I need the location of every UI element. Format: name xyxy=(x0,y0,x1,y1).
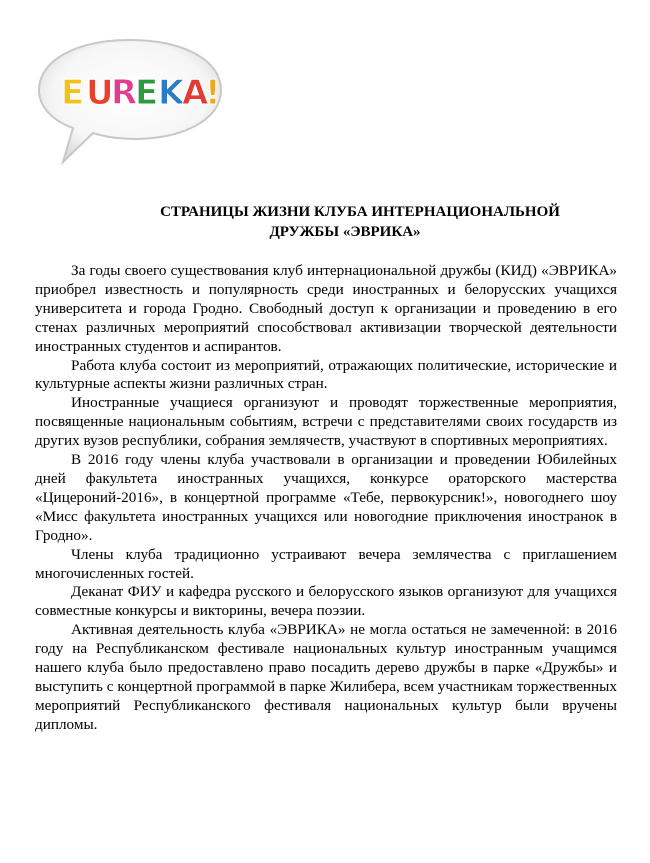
document-title xyxy=(40,202,620,242)
paragraph: Работа клуба состоит из мероприятий, отражающих политические, исторические и культурные аспекты жизни различных стран. xyxy=(35,356,617,393)
paragraph: В 2016 году члены клуба участвовали в организации и проведении Юбилейных дней факультета иностранных учащихся, конкурсе ораторского мастерства «Цицероний-2016», в концертной программе «Тебе, первокурсник!», новогоднего шоу «Мисс факультета иностранных учащихся или новогодние приключения иностранок в Гродно». xyxy=(35,451,617,544)
logo-letter-k: K xyxy=(158,73,185,113)
title-line-2: ДРУЖБЫ «ЭВРИКА» xyxy=(269,224,421,240)
speech-bubble-logo-graphic xyxy=(33,34,227,168)
title-line-1: СТРАНИЦЫ ЖИЗНИ КЛУБА ИНТЕРНАЦИОНАЛЬНОЙ xyxy=(160,204,560,220)
logo-letter-a: A xyxy=(182,73,209,113)
paragraph: Иностранные учащиеся организуют и проводят торжественные мероприятия, посвященные национальным событиям, встречи с представителями своих государств из других вузов республики, собрания землячеств, участвуют в спортивных мероприятиях. xyxy=(35,394,617,450)
paragraph: За годы своего существования клуб интернациональной дружбы (КИД) «ЭВРИКА» приобрел известность и популярность среди иностранных и белорусских учащихся университета и города Гродно. Свободный доступ к организации и проведению в его стенах различных мероприятий способствовал активизации творческой деятельности иностранных студентов и аспирантов. xyxy=(35,262,617,355)
paragraph: Активная деятельность клуба «ЭВРИКА» не могла остаться не замеченной: в 2016 году на Республиканском фестивале национальных культур иностранным учащимся нашего клуба было предоставлено право посадить дерево дружбы в парке «Дружбы» и выступить с концертной программой в парке Жилибера, всем участникам торжественных мероприятий Республиканского фестиваля национальных культур были вручены дипломы. xyxy=(35,621,617,733)
logo-letter-e1: E xyxy=(61,73,85,113)
document-body xyxy=(35,262,617,735)
paragraph: Деканат ФИУ и кафедра русского и белорусского языков организуют для учащихся совместные конкурсы и викторины, вечера поэзии. xyxy=(35,583,617,620)
logo-letter-r: R xyxy=(111,73,138,113)
paragraph: Члены клуба традиционно устраивают вечера землячества с приглашением многочисленных гостей. xyxy=(35,545,617,582)
logo-letter-u: U xyxy=(86,73,114,113)
logo-letter-exclamation: ! xyxy=(205,73,221,113)
logo-letter-e2: E xyxy=(135,73,159,113)
eureka-logo xyxy=(33,34,227,168)
